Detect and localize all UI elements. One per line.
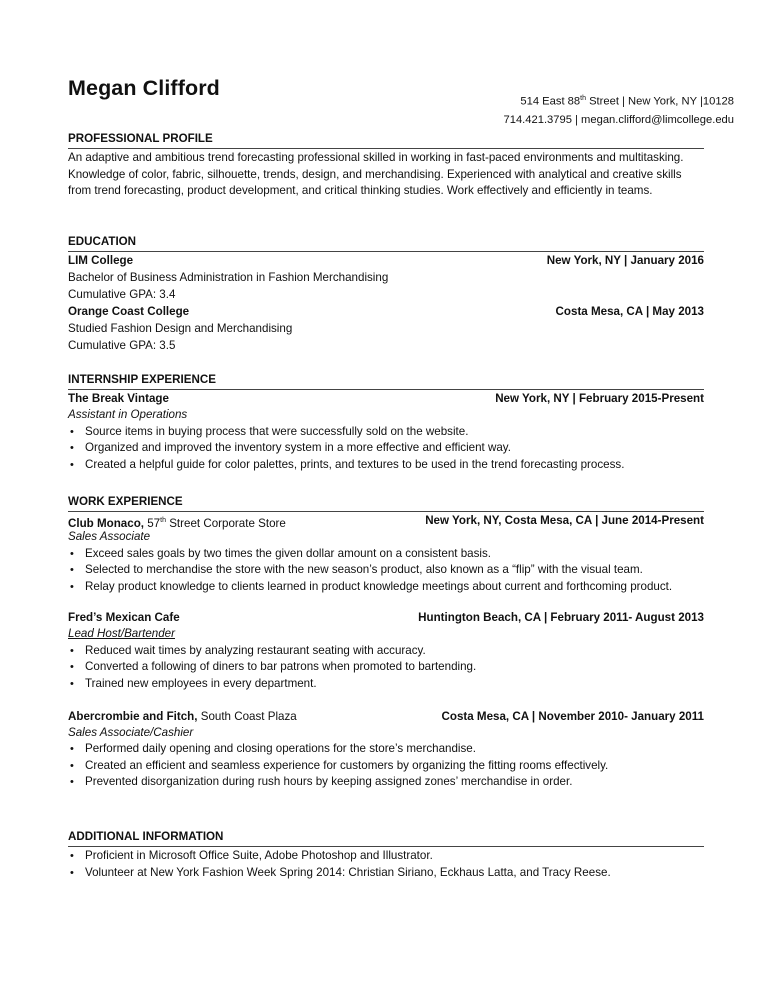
internship-org: The Break Vintage xyxy=(68,392,169,405)
section-heading-work: WORK EXPERIENCE xyxy=(68,494,704,512)
degree-line: Bachelor of Business Administration in Fashion Merchandising xyxy=(68,271,389,284)
job-entry-head xyxy=(68,512,704,529)
list-item-text: Relay product knowledge to clients learned in product knowledge meetings about current and forthcoming product. xyxy=(85,579,673,593)
job-bullets xyxy=(68,741,704,791)
school-name: Orange Coast College xyxy=(68,305,190,318)
job-org-extra-pre: 57 xyxy=(144,516,161,530)
list-item: • Selected to merchandise the store with the new season’s product, also known as a “flip” with the visual team. xyxy=(68,562,704,579)
job-entry-head xyxy=(68,609,704,626)
list-item: • Converted a following of diners to bar patrons when promoted to bartending. xyxy=(68,659,704,676)
job-role: Lead Host/Bartender xyxy=(68,627,175,641)
job-location-date: New York, NY, Costa Mesa, CA | June 2014-Present xyxy=(425,514,704,527)
job-org: Fred’s Mexican Cafe xyxy=(68,611,180,625)
gpa-line: Cumulative GPA: 3.4 xyxy=(68,288,176,301)
profile-text: An adaptive and ambitious trend forecasting professional skilled in working in fast-paced environments and multitasking. Knowledge of color, fabric, silhouette, trends, design, and merchandising. Experienced with analytical and creative skills from trend forecasting, product development, and critical thinking studies. Work effectively and efficiently in teams. xyxy=(68,151,684,198)
list-item: • Proficient in Microsoft Office Suite, Adobe Photoshop and Illustrator. xyxy=(68,848,704,865)
contact-block xyxy=(504,90,735,129)
internship-location-date: New York, NY | February 2015-Present xyxy=(495,392,704,405)
job-entry-head xyxy=(68,708,704,725)
school-name: LIM College xyxy=(68,254,134,267)
job-org xyxy=(68,708,297,725)
list-item: • Trained new employees in every department. xyxy=(68,676,704,693)
job-org xyxy=(68,512,286,529)
job-org-name: Abercrombie and Fitch, xyxy=(68,709,198,723)
list-item: • Reduced wait times by analyzing restaurant seating with accuracy. xyxy=(68,643,704,660)
job-org-extra: South Coast Plaza xyxy=(197,709,297,723)
job-role: Sales Associate xyxy=(68,530,151,543)
job-location-date: Huntington Beach, CA | February 2011- August 2013 xyxy=(418,611,704,625)
job-location-date: Costa Mesa, CA | November 2010- January 2011 xyxy=(441,709,704,723)
education-section xyxy=(68,234,704,354)
job-role: Sales Associate/Cashier xyxy=(68,725,194,739)
candidate-name: Megan Clifford xyxy=(68,76,220,100)
job-org-extra-ordinal: th xyxy=(160,517,166,524)
section-heading-internship: INTERNSHIP EXPERIENCE xyxy=(68,372,704,390)
address-rest: Street | New York, NY |10128 xyxy=(585,95,734,108)
list-item: • Exceed sales goals by two times the given dollar amount on a consistent basis. xyxy=(68,546,704,563)
list-item: • Prevented disorganization during rush hours by keeping assigned zones’ merchandise in order. xyxy=(68,774,704,791)
internship-section xyxy=(68,372,704,473)
internship-entry-head xyxy=(68,390,704,407)
address-street-number: 514 East 88 xyxy=(520,95,581,108)
address-ordinal: th xyxy=(580,95,586,102)
job-bullets xyxy=(68,546,704,596)
address-line xyxy=(504,90,735,111)
list-item: • Performed daily opening and closing operations for the store’s merchandise. xyxy=(68,741,704,758)
education-entry-head xyxy=(68,303,704,320)
profile-section xyxy=(68,131,704,200)
list-item xyxy=(68,579,704,596)
list-item: • Source items in buying process that were successfully sold on the website. xyxy=(68,424,704,441)
phone-email-line: 714.421.3795 | megan.clifford@limcollege.edu xyxy=(503,113,734,126)
degree-line: Studied Fashion Design and Merchandising xyxy=(68,322,293,335)
internship-bullets xyxy=(68,424,704,474)
education-entry-head xyxy=(68,252,704,269)
section-heading-profile: PROFESSIONAL PROFILE xyxy=(68,131,704,149)
gpa-line: Cumulative GPA: 3.5 xyxy=(68,339,176,352)
job-org-name: Club Monaco, xyxy=(68,516,144,530)
section-heading-education: EDUCATION xyxy=(68,234,704,252)
section-heading-additional: ADDITIONAL INFORMATION xyxy=(68,829,704,847)
list-item: • Created a helpful guide for color palettes, prints, and textures to be used in the trend forecasting process. xyxy=(68,457,704,474)
job-org-extra xyxy=(144,517,286,530)
list-item: • Volunteer at New York Fashion Week Spring 2014: Christian Siriano, Eckhaus Latta, and Tracy Reese. xyxy=(68,865,704,882)
list-item: • Organized and improved the inventory system in a more effective and efficient way. xyxy=(68,440,704,457)
school-location-date: Costa Mesa, CA | May 2013 xyxy=(555,305,704,318)
job-bullets xyxy=(68,643,704,693)
school-location-date: New York, NY | January 2016 xyxy=(546,254,704,267)
additional-bullets xyxy=(68,848,704,881)
work-section xyxy=(68,494,704,791)
additional-section xyxy=(68,829,704,881)
list-item: • Created an efficient and seamless experience for customers by organizing the fitting rooms effectively. xyxy=(68,758,704,775)
job-org-extra-post: Street Corporate Store xyxy=(165,516,286,530)
internship-role: Assistant in Operations xyxy=(68,408,188,421)
